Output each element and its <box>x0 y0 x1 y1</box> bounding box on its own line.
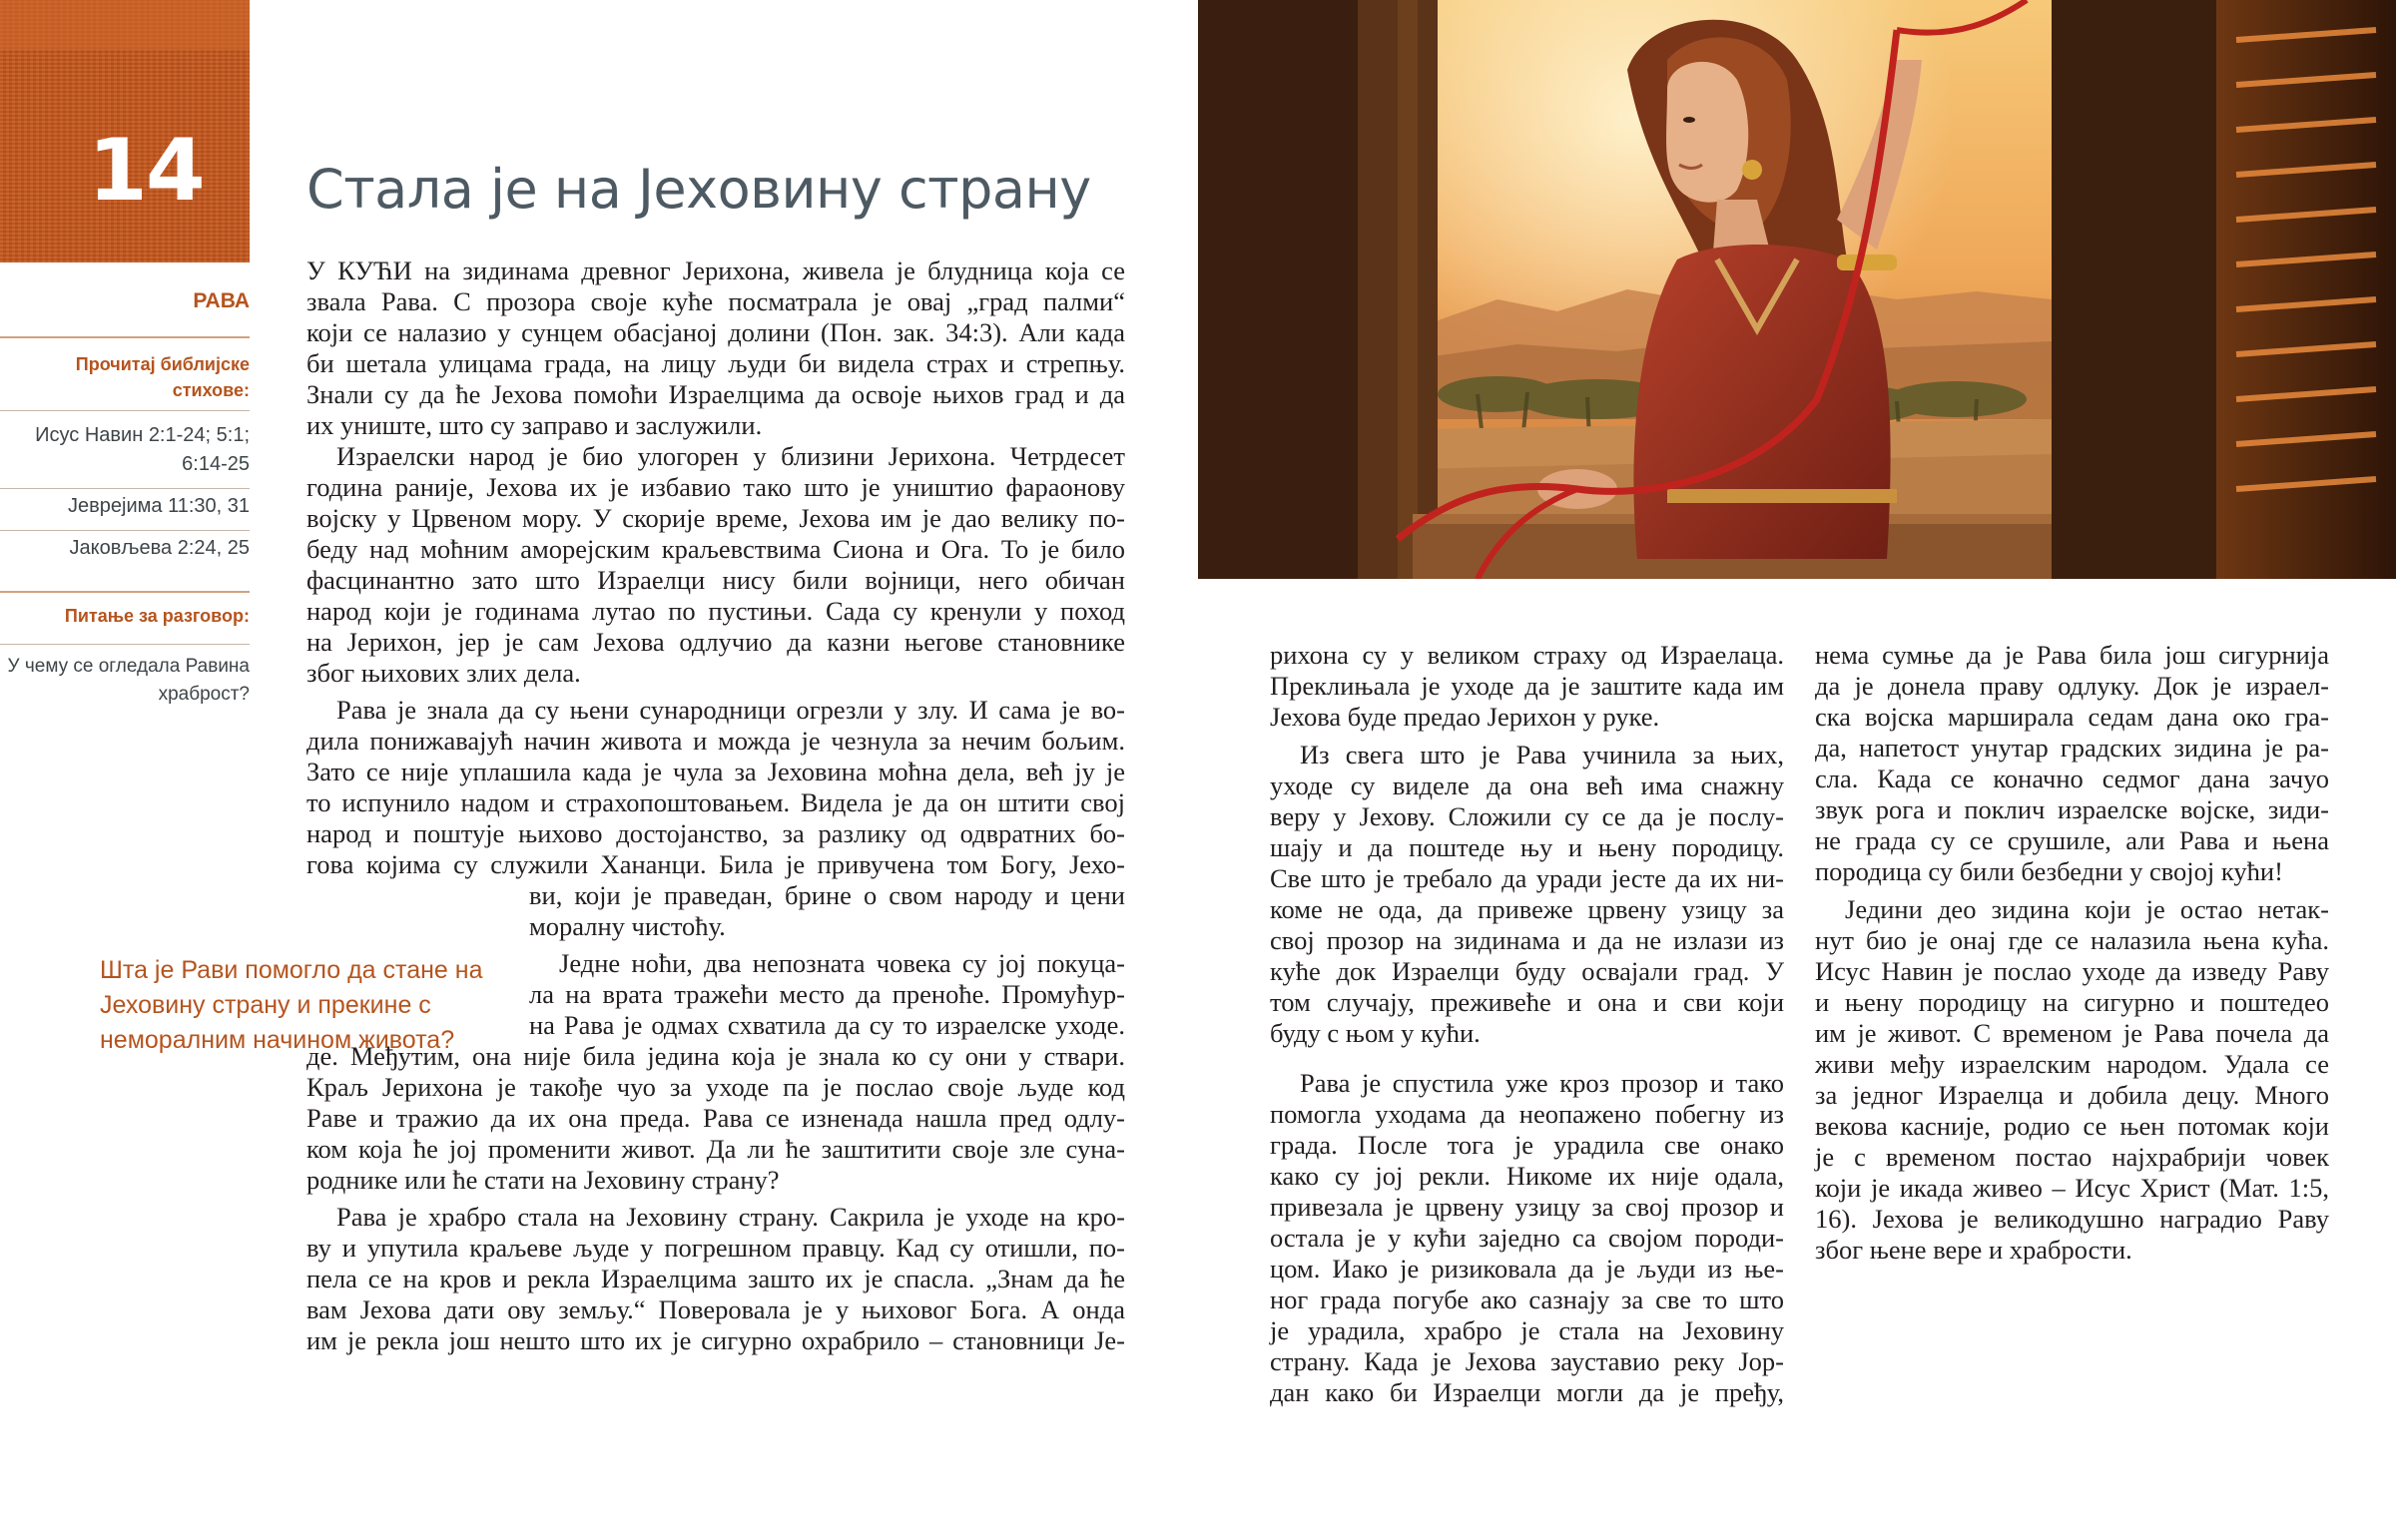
text-line: за једног Израелца и добила децу. Много <box>1815 1080 2329 1110</box>
text-line: Знали су да ће Јехова помоћи Израелцима да освоје њихов град и да <box>306 379 1125 409</box>
text-line: Рава је спустила уже кроз прозор и тако <box>1300 1068 1784 1098</box>
sidebar-question: У чему се огледала Равина храброст? <box>7 656 250 705</box>
text-line: Раве и тражио да их она преда. Рава се изненада нашла пред одлу- <box>306 1103 1125 1133</box>
text-line: вам Јехова дати ову земљу.“ Поверовала је у њиховог Бога. А онда <box>306 1294 1125 1324</box>
text-line: беду над моћним аморејским краљевствима Сиона и Ога. То је било <box>306 534 1125 564</box>
text-line: је с временом постао најхрабрији човек <box>1815 1142 2329 1172</box>
pull-quote: Шта је Рави помогло да стане на Јеховину страну и прекине с неморалним начином живота? <box>100 956 483 1054</box>
text-line: ног града погубе ако сазнају за све то што <box>1270 1284 1784 1314</box>
text-line: народ који је годинама лутао по пустињи. Сада су кренули у поход <box>306 596 1125 626</box>
sidebar-divider <box>0 644 250 645</box>
sidebar-divider <box>0 336 250 338</box>
text-line: нут био је онај где се налазила њена кућа. <box>1815 925 2329 955</box>
text-line: који се налазио у сунцем обасјаној долини (Пон. зак. 34:3). Али када <box>306 317 1125 347</box>
text-line: сла. Када се коначно седмог дана зачуо <box>1815 764 2329 793</box>
text-line: Краљ Јерихона је такође чуо за уходе па је послао своје људе код <box>306 1072 1125 1102</box>
text-line: Зато се није уплашила када је чула за Јеховина моћна дела, већ ју је <box>306 757 1125 786</box>
text-line: звала Рава. С прозора своје куће посматрала је овај „град палми“ <box>306 286 1125 316</box>
text-line: ву и упутила краљеве људе у погрешном правцу. Кад су отишли, по- <box>306 1233 1125 1263</box>
text-line: куће док Израелци буду освајали град. У <box>1270 956 1784 986</box>
chapter-title: Стала је на Јеховину страну <box>306 158 1091 221</box>
text-line: Преклињала је уходе да је заштите када им <box>1270 671 1784 701</box>
sidebar-divider <box>0 410 250 411</box>
rahab-illustration <box>1198 0 2396 579</box>
text-line: остала је у кући заједно са својом породи- <box>1270 1223 1784 1253</box>
text-line: У КУЋИ на зидинама древног Јерихона, живела је блудница која се <box>306 256 1125 285</box>
text-line: свој прозор на зидинама и да не излази из <box>1270 925 1784 955</box>
text-line: због њихових злих дела. <box>306 658 581 688</box>
text-line: фасцинантно зато што Израелци нису били војници, него обичан <box>306 565 1125 595</box>
text-line: веру у Јехову. Сложили су се да је послу- <box>1270 801 1784 831</box>
text-line: моралну чистоћу. <box>529 911 726 941</box>
text-line: им је живот. С временом је Рава почела да <box>1815 1018 2329 1048</box>
text-line: де. Међутим, она није била једина која је знала ко су они у ствари. <box>306 1041 1125 1071</box>
text-line: на Рава је одмах схватила да су то израелске уходе. <box>529 1010 1125 1040</box>
text-line: роднике или ће стати на Јеховину страну? <box>306 1165 780 1195</box>
text-line: шају и да поштеде њу и њену породицу. <box>1270 832 1784 862</box>
text-line: на Јерихон, јер је сам Јехова одлучио да казни његове становнике <box>306 627 1125 657</box>
text-line: ла на врата тражећи место да преноће. Промућур- <box>529 979 1125 1009</box>
sidebar-character-name: РАВА <box>193 289 250 312</box>
text-line: града. После тога је урадила све онако <box>1270 1130 1784 1160</box>
chapter-number: 14 <box>88 121 204 221</box>
text-line: дан како би Израелци могли да је пређу, <box>1270 1377 1784 1407</box>
text-line: породица су били безбедни у својој кући! <box>1815 856 2283 886</box>
text-line: Исус Навин је послао уходе да изведу Раву <box>1815 956 2329 986</box>
text-line: Једини део зидина који је остао нетак- <box>1845 894 2329 924</box>
text-line: страну. Када је Јехова зауставио реку Јор- <box>1270 1346 1784 1376</box>
text-line: то испунило надом и страхопоштовањем. Видела је да он штити свој <box>306 787 1125 817</box>
text-line: војску у Црвеном мору. У скорије време, Јехова им је дао велику по- <box>306 503 1125 533</box>
text-line: Све што је требало да уради јесте да их ни- <box>1270 863 1784 893</box>
text-line: рихона су у великом страху од Израелаца. <box>1270 640 1784 670</box>
text-line: Једне ноћи, два непозната човека су јој покуца- <box>559 948 1125 978</box>
text-line: народ и поштује њихово достојанство, за разлику од одвратних бо- <box>306 818 1125 848</box>
sidebar-question-label: Питање за разговор: <box>64 606 250 626</box>
text-line: да је донела праву одлуку. Док је израел- <box>1815 671 2329 701</box>
text-line: помогла уходама да неопажено побегну из <box>1270 1099 1784 1129</box>
sidebar-reference: Исус Навин 2:1-24; 5:1; 6:14-25 <box>35 424 250 475</box>
text-line: 16). Јехова је великодушно наградио Раву <box>1815 1204 2329 1234</box>
text-line: привезала је црвену узицу за свој прозор и <box>1270 1192 1784 1222</box>
chapter-banner-band <box>0 0 250 50</box>
text-line: гова којима су служили Хананци. Била је привучена том Богу, Јехо- <box>306 849 1125 879</box>
text-line: нема сумње да је Рава била још сигурнија <box>1815 640 2329 670</box>
text-line: да, напетост унутар градских зидина је ра- <box>1815 733 2329 763</box>
text-line: ви, који је праведан, брине о свом народу и цени <box>529 880 1125 910</box>
text-line: како су јој рекли. Никоме их није одала, <box>1270 1161 1784 1191</box>
text-line: је урадила, храбро је стала на Јеховину <box>1270 1315 1784 1345</box>
sidebar-divider <box>0 530 250 531</box>
text-line: година раније, Јехова их је избавио тако што је уништио фараонову <box>306 472 1125 502</box>
text-line: би шетала улицама града, на лицу људи би видела страх и стрепњу. <box>306 348 1125 378</box>
text-line: буду с њом у кући. <box>1270 1018 1481 1048</box>
text-line: цом. Иако је ризиковала да је људи из ње- <box>1270 1254 1784 1283</box>
text-line: Рава је знала да су њени сународници огрезли у злу. И сама је во- <box>336 695 1125 725</box>
sidebar-divider <box>0 488 250 489</box>
sidebar-read-label: Прочитај библијске стихове: <box>75 354 250 400</box>
sidebar-reference: Јеврејима 11:30, 31 <box>68 495 250 517</box>
text-line: векова касније, родио се њен потомак који <box>1815 1111 2329 1141</box>
text-line: Рава је храбро стала на Јеховину страну. Сакрила је уходе на кро- <box>336 1202 1125 1232</box>
text-line: пела се на кров и рекла Израелцима зашто их је спасла. „Знам да ће <box>306 1264 1125 1293</box>
text-line: их униште, што су заправо и заслужили. <box>306 410 763 440</box>
text-line: не града су се срушиле, али Рава и њена <box>1815 825 2329 855</box>
text-line: Из свега што је Рава учинила за њих, <box>1300 740 1784 770</box>
text-line: том случају, преживеће и она и сви који <box>1270 987 1784 1017</box>
sidebar-divider <box>0 591 250 593</box>
text-line: Јехова буде предао Јерихон у руке. <box>1270 702 1660 732</box>
text-line: и њену породицу на сигурно и поштедео <box>1815 987 2329 1017</box>
text-line: ком која ће јој променити живот. Да ли ће заштитити своје зле суна- <box>306 1134 1125 1164</box>
text-line: им је рекла још нешто што их је сигурно охрабрило – становници Је- <box>306 1325 1125 1355</box>
text-line: због њене вере и храбрости. <box>1815 1235 2132 1265</box>
text-line: ска војска марширала седам дана око гра- <box>1815 702 2329 732</box>
sidebar-reference: Јаковљева 2:24, 25 <box>69 537 250 559</box>
text-line: звук рога и поклич израелске војске, зиди- <box>1815 794 2329 824</box>
text-line: дила понижавајућ начин живота и можда је чезнула за нечим бољим. <box>306 726 1125 756</box>
text-line: живи међу израелским народом. Удала се <box>1815 1049 2329 1079</box>
text-line: Израелски народ је био улогорен у близини Јерихона. Четрдесет <box>336 441 1125 471</box>
text-line: коме не ода, да привеже црвену узицу за <box>1270 894 1784 924</box>
text-line: уходе су виделе да она већ има снажну <box>1270 770 1784 800</box>
text-line: који је икада живео – Исус Христ (Мат. 1:5, <box>1815 1173 2329 1203</box>
